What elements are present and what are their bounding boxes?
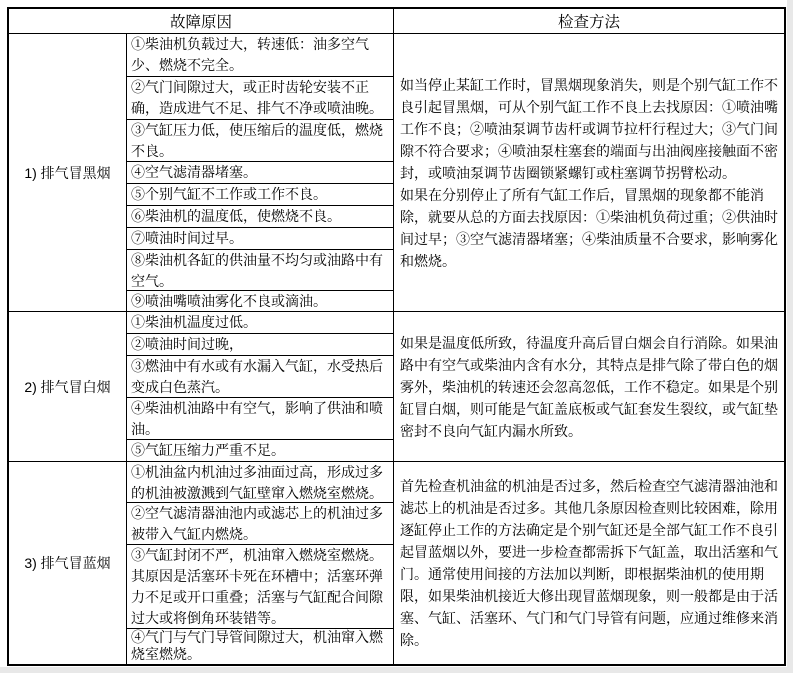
cause-item: ④空气滤清器堵塞。 xyxy=(127,162,393,184)
cause-list xyxy=(127,34,394,311)
inspection-method-cell xyxy=(394,34,784,311)
cause-item: ②喷油时间过晚， xyxy=(127,334,393,356)
table-header-row xyxy=(9,9,784,34)
cause-item: ⑤气缸压缩力严重不足。 xyxy=(131,442,285,458)
method-paragraph: 如果是温度低所致，待温度升高后冒白烟会自行消除。如果油路中有空气或柴油内含有水分，其特点是排气除了带白色的烟雾外，柴油机的转速还会忽高忽低，工作不稳定。如果是个别缸冒白烟，则可能是气缸盖底板或气缸套发生裂纹，或气缸垫密封不良向气缸内漏水所致。 xyxy=(400,334,778,439)
method-paragraph: 首先检查机油盆的机油是否过多，然后检查空气滤清器油池和滤芯上的机油是否过多。其他几条原因检查则比较困难，除用逐缸停止工作的方法确定是个别气缸还是全部气缸工作不良引起冒蓝烟以外，要进一步检查都需拆下气缸盖，取出活塞和气门。通常使用间接的方法加以判断，即根据柴油机的使用期限，如果柴油机接近大修出现冒蓝烟现象，则一般都是由于活塞、气缸、活塞环、气门和气门导管有问题，应通过维修来消除。 xyxy=(400,478,778,648)
cause-list xyxy=(127,462,394,664)
method-paragraph: 如当停止某缸工作时，冒黑烟现象消失，则是个别气缸工作不良引起冒黑烟，可从个别气缸工作不良上去找原因：①喷油嘴工作不良；②喷油泵调节齿杆或调节拉杆行程过大；③气门间隙不符合要求；④喷油泵柱塞套的端面与出油阀座接触面不密封，或喷油泵调节齿圈锁紧螺钉或柱塞调节拐臂松动。 xyxy=(400,76,778,181)
method-paragraph: 如果在分别停止了所有气缸工作后，冒黑烟的现象都不能消除，就要从总的方面去找原因：①柴油机负荷过重；②供油时间过早；③空气滤清器堵塞；④柴油质量不合要求，影响雾化和燃烧。 xyxy=(400,186,778,269)
cause-item: ③燃油中有水或有水漏入气缸，水受热后变成白色蒸汽。 xyxy=(127,356,393,398)
table-row-white-smoke xyxy=(9,312,784,462)
cause-item: ①柴油机温度过低。 xyxy=(127,312,393,334)
cause-item: ⑨喷油嘴喷油雾化不良或滴油。 xyxy=(131,293,327,309)
cause-item: ④气门与气门导管间隙过大，机油窜入燃烧室燃烧。 xyxy=(131,629,383,662)
fault-label: 1) 排气冒黑烟 xyxy=(9,34,127,311)
fault-label: 3) 排气冒蓝烟 xyxy=(9,462,127,664)
inspection-method-cell xyxy=(394,312,784,461)
cause-item: ⑧柴油机各缸的供油量不均匀或油路中有空气。 xyxy=(127,250,393,291)
cause-item: ②空气滤清器油池内或滤芯上的机油过多被带入气缸内燃烧。 xyxy=(127,503,393,545)
cause-list xyxy=(127,312,394,461)
cause-item: ③气缸封闭不严，机油窜入燃烧室燃烧。其原因是活塞环卡死在环槽中；活塞环弹力不足或开口重叠；活塞与气缸配合间隙过大或将倒角环装错等。 xyxy=(127,545,393,629)
cause-item: ⑤个别气缸不工作或工作不良。 xyxy=(127,184,393,206)
cause-item: ④柴油机油路中有空气，影响了供油和喷油。 xyxy=(127,398,393,440)
cause-item: ②气门间隙过大，或正时齿轮安装不正确，造成进气不足、排气不净或喷油晚。 xyxy=(127,77,393,120)
fault-label: 2) 排气冒白烟 xyxy=(9,312,127,461)
cause-item: ⑦喷油时间过早。 xyxy=(127,228,393,250)
cause-item: ⑥柴油机的温度低，使燃烧不良。 xyxy=(127,206,393,228)
table-row-blue-smoke xyxy=(9,462,784,664)
header-fault-causes: 故障原因 xyxy=(9,9,394,33)
cause-item: ③气缸压力低，使压缩后的温度低，燃烧不良。 xyxy=(127,120,393,162)
inspection-method-cell xyxy=(394,462,784,664)
troubleshooting-table xyxy=(7,7,786,666)
header-inspection-method: 检查方法 xyxy=(557,14,620,31)
cause-item: ①柴油机负载过大，转速低：油多空气少、燃烧不完全。 xyxy=(127,34,393,77)
cause-item: ①机油盆内机油过多油面过高，形成过多的机油被激溅到气缸壁窜入燃烧室燃烧。 xyxy=(127,462,393,503)
table-row-black-smoke xyxy=(9,34,784,312)
